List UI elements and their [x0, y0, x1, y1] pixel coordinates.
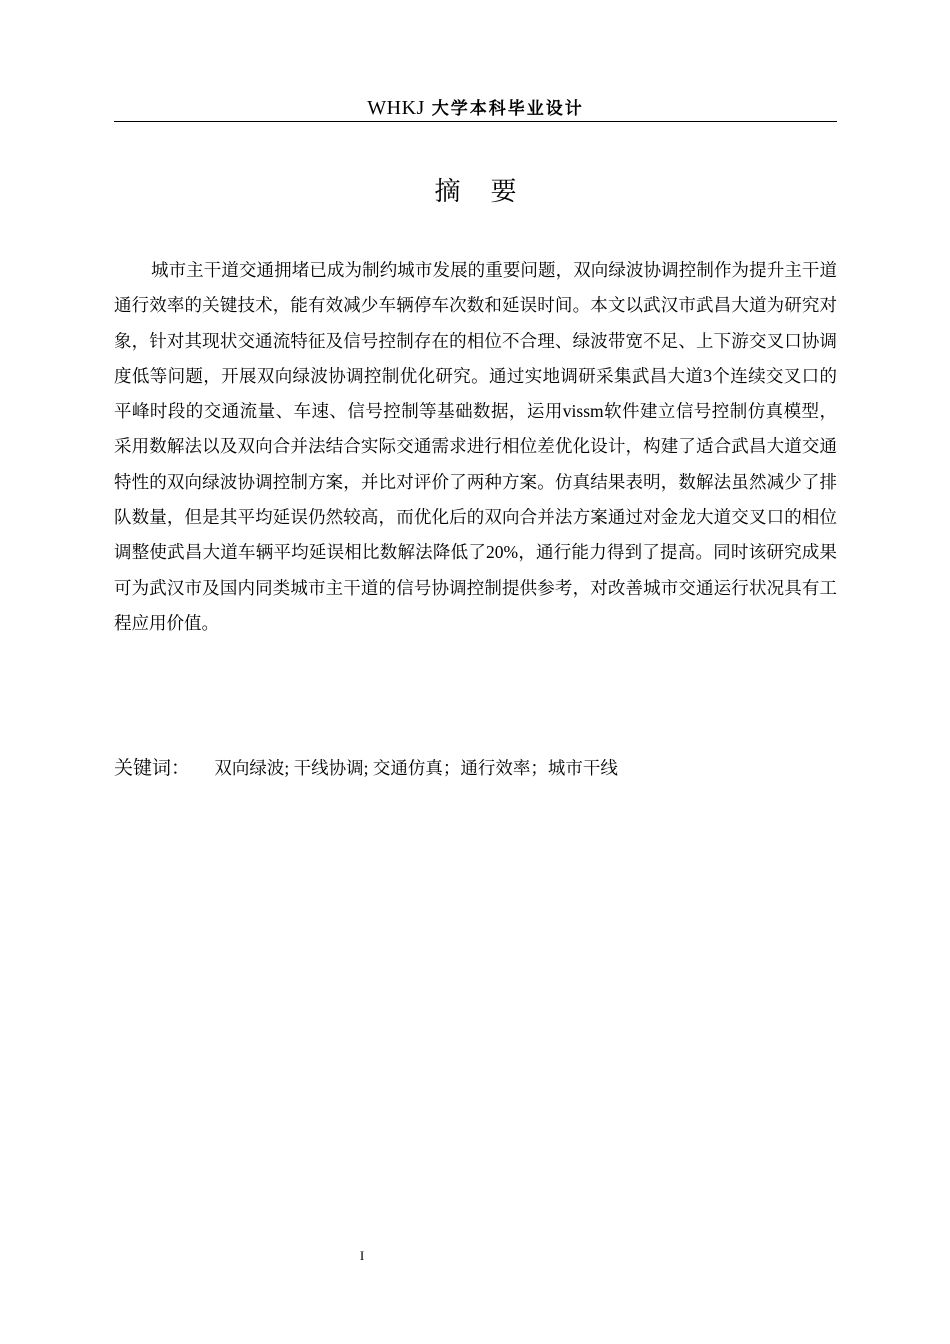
abstract-title: 摘要 [434, 177, 547, 207]
header-school-code: WHKJ [367, 97, 425, 119]
page-number: I [359, 1248, 365, 1263]
keywords-line [114, 752, 837, 784]
keywords-label: 关键词： [114, 757, 191, 779]
abstract-body: 城市主干道交通拥堵已成为制约城市发展的重要问题，双向绿波协调控制作为提升主干道通行效率的关键技术，能有效减少车辆停车次数和延误时间。本文以武汉市武昌大道为研究对象，针对其现状交通流特征及信号控制存在的相位不合理、绿波带宽不足、上下游交叉口协调度低等问题，开展双向绿波协调控制优化研究。通过实地调研采集武昌大道3个连续交叉口的平峰时段的交通流量、车速、信号控制等基础数据，运用vissm软件建立信号控制仿真模型，采用数解法以及双向合并法结合实际交通需求进行相位差优化设计，构建了适合武昌大道交通特性的双向绿波协调控制方案，并比对评价了两种方案。仿真结果表明，数解法虽然减少了排队数量，但是其平均延误仍然较高，而优化后的双向合并法方案通过对金龙大道交叉口的相位调整使武昌大道车辆平均延误相比数解法降低了20%，通行能力得到了提高。同时该研究成果可为武汉市及国内同类城市主干道的信号协调控制提供参考，对改善城市交通运行状况具有工程应用价值。 [114, 260, 837, 633]
page-header [114, 94, 837, 120]
header-title: 大学本科毕业设计 [431, 99, 584, 119]
header-rule [114, 121, 837, 122]
keywords-terms: 双向绿波; 干线协调; 交通仿真；通行效率；城市干线 [214, 758, 618, 778]
